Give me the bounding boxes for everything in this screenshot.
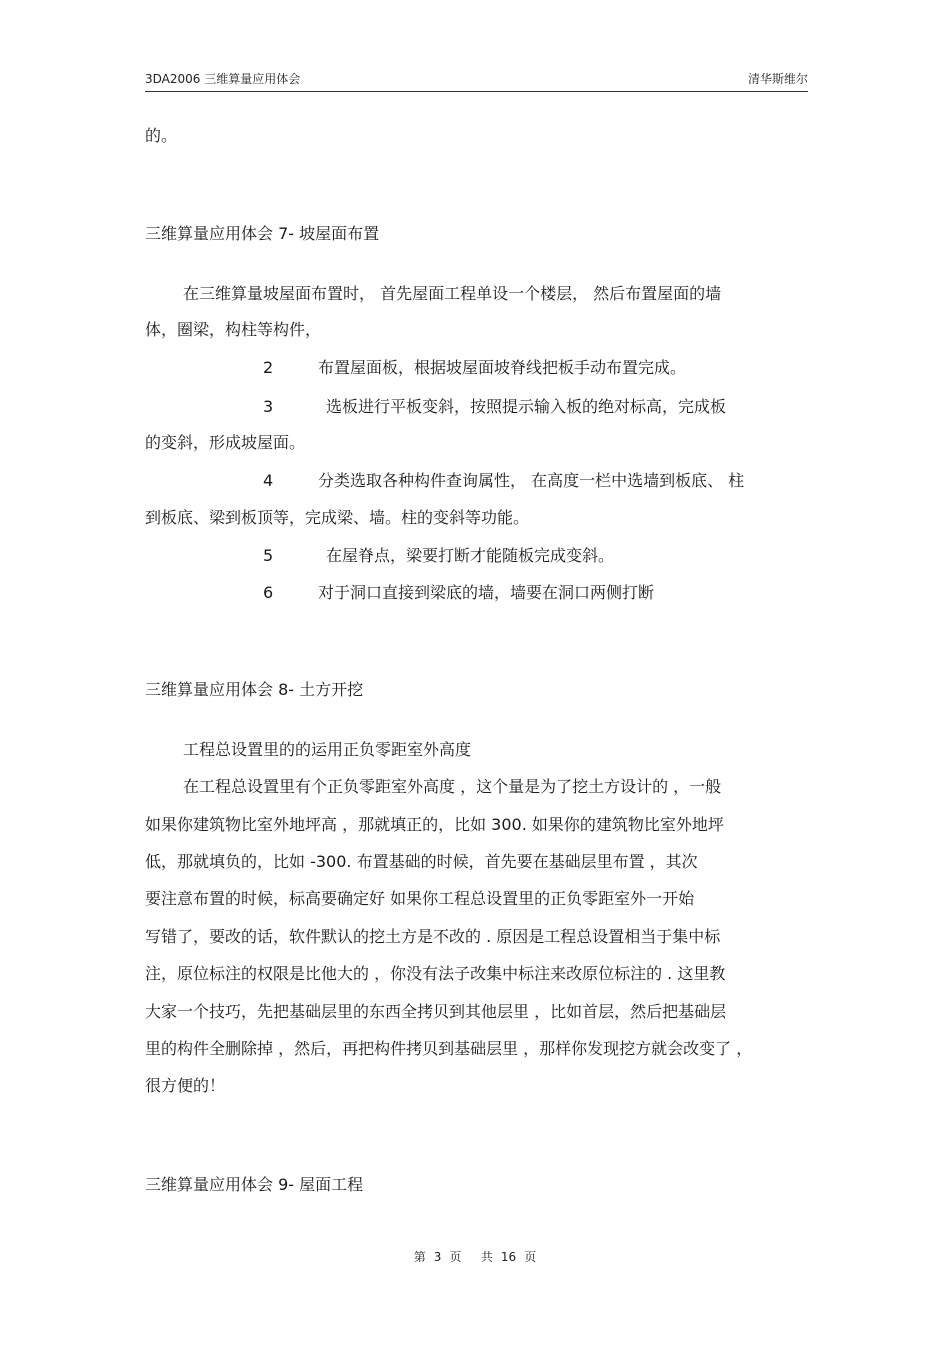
- item-6-text: 对于洞口直接到梁底的墙，墙要在洞口两侧打断: [318, 583, 655, 602]
- section-7-title: 三维算量应用体会 7- 坡屋面布置: [145, 224, 380, 243]
- header-doc-title: 3DA2006 三维算量应用体会: [145, 72, 301, 86]
- section-8-line-2: 如果你建筑物比室外地坪高 ，那就填正的，比如 300. 如果你的建筑物比室外地坪: [145, 815, 724, 834]
- footer-total-pages: 16: [500, 1250, 517, 1264]
- carry-over-text: 的。: [145, 126, 178, 145]
- section-7-intro-line-2: 体，圈梁，构柱等构件，: [145, 320, 322, 339]
- section-8-subtitle: 工程总设置里的的运用正负零距室外高度: [183, 740, 472, 759]
- item-5-number: 5: [263, 546, 274, 565]
- item-3-text: 选板进行平板变斜，按照提示输入板的绝对标高，完成板: [326, 397, 727, 416]
- section-7-intro-line-1: 在三维算量坡屋面布置时， 首先屋面工程单设一个楼层， 然后布置屋面的墙: [183, 284, 722, 303]
- section-8-line-3: 低，那就填负的，比如 -300. 布置基础的时候，首先要在基础层里布置 ，其次: [145, 852, 698, 871]
- header-divider: [145, 91, 808, 92]
- section-8-line-8: 里的构件全删除掉 ，然后，再把构件拷贝到基础层里 ，那样你发现挖方就会改变了 ，: [145, 1039, 753, 1058]
- section-8-line-5: 写错了，要改的话，软件默认的挖土方是不改的 . 原因是工程总设置相当于集中标: [145, 927, 721, 946]
- item-3-number: 3: [263, 397, 274, 416]
- section-8-line-4: 要注意布置的时候，标高要确定好 如果你工程总设置里的正负零距室外一开始: [145, 889, 695, 908]
- item-4-text-cont: 到板底、梁到板顶等，完成梁、墙。柱的变斜等功能。: [145, 508, 530, 527]
- section-8-line-9: 很方便的！: [145, 1076, 226, 1095]
- item-6-number: 6: [263, 583, 274, 602]
- item-3-text-cont: 的变斜，形成坡屋面。: [145, 433, 306, 452]
- item-5-text: 在屋脊点，梁要打断才能随板完成变斜。: [326, 546, 615, 565]
- item-4-number: 4: [263, 471, 274, 490]
- footer-prefix: 第: [413, 1250, 426, 1264]
- section-8-line-7: 大家一个技巧，先把基础层里的东西全拷贝到其他层里 ，比如首层，然后把基础层: [145, 1002, 727, 1021]
- footer-total-unit: 页: [524, 1250, 537, 1264]
- item-2-number: 2: [263, 358, 274, 377]
- section-8-line-1: 在工程总设置里有个正负零距室外高度 ，这个量是为了挖土方设计的 ，一般: [183, 777, 722, 796]
- section-8-title: 三维算量应用体会 8- 土方开挖: [145, 680, 364, 699]
- footer-page-number: 3: [433, 1250, 442, 1264]
- footer-page-unit: 页: [449, 1250, 462, 1264]
- page-footer: [0, 1248, 950, 1265]
- section-8-line-6: 注，原位标注的权限是比他大的 ，你没有法子改集中标注来改原位标注的 . 这里教: [145, 964, 726, 983]
- footer-total-prefix: 共: [480, 1250, 493, 1264]
- item-4-text: 分类选取各种构件查询属性， 在高度一栏中选墙到板底、 柱: [318, 471, 745, 490]
- page-header: [145, 66, 808, 90]
- section-9-title: 三维算量应用体会 9- 屋面工程: [145, 1175, 364, 1194]
- header-company: 清华斯维尔: [747, 72, 808, 86]
- item-2-text: 布置屋面板，根据坡屋面坡脊线把板手动布置完成。: [318, 358, 687, 377]
